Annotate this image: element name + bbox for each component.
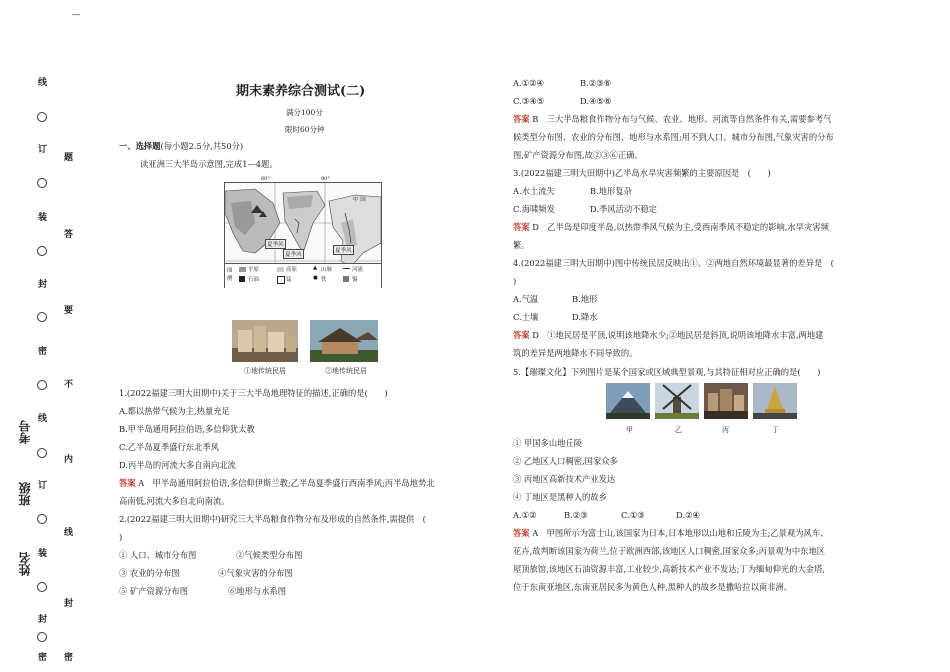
- q3-option-b: B.地形复杂: [590, 186, 632, 196]
- margin-char: 线: [38, 78, 48, 88]
- margin-char: 装: [38, 549, 48, 559]
- margin-circle: [37, 112, 47, 122]
- monsoon-label-2: 夏季风: [283, 249, 304, 259]
- landscape-photo-jia: [606, 383, 650, 419]
- landscape-photo-bing: [704, 383, 748, 419]
- top-mark: —: [72, 9, 81, 19]
- margin-circle: [37, 632, 47, 642]
- river-symbol: [343, 268, 350, 269]
- answer-text: A 甲半岛通用阿拉伯语,多信仰伊斯兰教;乙半岛夏季盛行西南季风;丙半岛地势北: [138, 478, 435, 488]
- legend-item: 河流: [352, 267, 364, 273]
- margin-char: 密: [64, 653, 74, 663]
- q2-item-6: ⑥地形与水系图: [228, 586, 287, 596]
- margin-char: 线: [38, 414, 48, 424]
- q1-option-a: A.都以热带气候为主,热量充足: [119, 406, 230, 416]
- answer-4-cont: 筑的差异是两地降水不同导致的。: [513, 348, 638, 358]
- plateau-swatch: [277, 267, 284, 272]
- answer-2-cont: 候类型分布图、农业的分布图、地形与水系图;用不到人口、城市分布图,气象灾害的分布: [513, 132, 834, 142]
- answer-tag: 答案: [513, 528, 530, 538]
- margin-char: 封: [38, 615, 48, 625]
- question-3: 3.(2022福建三明大田期中)乙半岛水旱灾害频繁的主要原因是 ( ): [513, 168, 771, 178]
- question-2: 2.(2022福建三明大田期中)研究三大半岛粮食作物分布及形成的自然条件,需提供 (: [119, 514, 426, 524]
- photo-label-bing: 丙: [722, 426, 729, 434]
- legend-item: 石油: [248, 277, 260, 283]
- q3-option-a: A.水土流失: [513, 186, 555, 196]
- margin-char: 线: [64, 528, 74, 538]
- margin-circle: [37, 312, 47, 322]
- answer-5-cont: 屋顶旅馆,该地区石油资源丰富,工业较少,高新技术产业不发达;丁为缅甸仰光的大金塔,: [513, 564, 826, 574]
- q4-option-c: C.土壤: [513, 312, 539, 322]
- landscape-photo-yi: [655, 383, 699, 419]
- q5-statement-3: ③ 丙地区高新技术产业发达: [513, 474, 616, 484]
- mountain-icon: ▲: [313, 265, 318, 271]
- full-score: 满分100分: [286, 108, 323, 117]
- q1-option-c: C.乙半岛夏季盛行东北季风: [119, 442, 219, 452]
- photo-caption-2: ②地传统民居: [325, 367, 367, 375]
- q1-option-d: D.丙半岛的河流大多自南向北流: [119, 460, 236, 470]
- answer-2: [513, 113, 831, 126]
- section-heading: [119, 140, 243, 153]
- margin-circle: [37, 178, 47, 188]
- answer-5: [513, 527, 828, 540]
- monsoon-label-3: 夏季风: [333, 245, 354, 255]
- margin-char: 封: [38, 280, 48, 290]
- class-label: 班级: [18, 482, 32, 506]
- q5-option-b: B.②③: [564, 510, 588, 520]
- answer-3: [513, 221, 829, 234]
- margin-char: 内: [64, 455, 74, 465]
- q2-option-d: D.④⑤⑥: [580, 96, 612, 106]
- oil-icon: [239, 276, 245, 282]
- q5-option-a: A.①②: [513, 510, 537, 520]
- section-title: 一、选择题: [119, 141, 161, 151]
- exam-number-label: 考号: [18, 420, 32, 444]
- answer-tag: 答案: [513, 330, 530, 340]
- margin-circle: [37, 514, 47, 524]
- map-legend: [225, 263, 381, 288]
- answer-2-cont: 图,矿产资源分布图,故②③⑥正确。: [513, 150, 643, 160]
- answer-tag: 答案: [513, 114, 530, 124]
- answer-text: A 甲图所示为富士山,该国家为日本,日本地形以山地和丘陵为主;乙景观为风车、: [532, 528, 829, 538]
- q2-item-5: ⑤ 矿产资源分布图: [119, 586, 189, 596]
- three-peninsulas-map: [224, 176, 382, 288]
- legend-item: 锡: [352, 277, 358, 283]
- legend-item: 山脉: [321, 267, 333, 273]
- answer-text: D 乙半岛是印度半岛,以热带季风气候为主,受西南季风不稳定的影响,水旱灾害频: [532, 222, 829, 232]
- margin-char: 装: [38, 213, 48, 223]
- q4-option-a: A.气温: [513, 294, 539, 304]
- question-2-cont: ): [119, 532, 123, 542]
- answer-text: B 三大半岛粮食作物分布与气候、农业、地形、河流等自然条件有关,需要参考气: [532, 114, 832, 124]
- photo-label-yi: 乙: [675, 426, 682, 434]
- question-1: 1.(2022福建三明大田期中)关于三大半岛地理特征的描述,正确的是( ): [119, 388, 388, 398]
- q5-statement-1: ① 甲国多山地丘陵: [513, 438, 583, 448]
- iron-icon: ●: [313, 275, 318, 281]
- margin-char: 不: [64, 380, 74, 390]
- margin-circle: [37, 582, 47, 592]
- plain-swatch: [239, 267, 246, 272]
- margin-circle: [37, 246, 47, 256]
- legend-item: 平原: [248, 267, 260, 273]
- china-label: 中 国: [353, 197, 366, 203]
- margin-char: 封: [64, 599, 74, 609]
- answer-tag: 答案: [119, 478, 136, 488]
- manganese-icon: [277, 276, 285, 284]
- q2-option-b: B.②③⑥: [580, 78, 612, 88]
- legend-item: 铁: [321, 277, 327, 283]
- answer-5-cont: 位于东南亚地区,东南亚居民多为黄色人种,黑种人的故乡是撒哈拉以南非洲。: [513, 582, 793, 592]
- margin-char: 题: [64, 153, 74, 163]
- question-4-cont: ): [513, 276, 517, 286]
- photo-label-ding: 丁: [772, 426, 779, 434]
- q2-option-c: C.③④⑤: [513, 96, 545, 106]
- q2-item-1: ① 人口、城市分布图: [119, 550, 197, 560]
- legend-item: 锰: [286, 277, 292, 283]
- q5-option-c: C.①③: [621, 510, 645, 520]
- dwelling-photo-2: [310, 320, 378, 362]
- q3-option-c: C.海啸频发: [513, 204, 555, 214]
- answer-text: D ①地民居是平顶,说明该地降水少;②地民居是斜顶,说明该地降水丰富,两地建: [532, 330, 824, 340]
- answer-3-cont: 繁。: [513, 240, 530, 250]
- question-4: 4.(2022福建三明大田期中)图中传统民居反映出①、②两地自然环境最显著的差异是 (: [513, 258, 834, 268]
- time-limit: 限时60分钟: [285, 125, 325, 134]
- q5-option-d: D.②④: [676, 510, 700, 520]
- margin-char: 答: [64, 230, 74, 240]
- lon-label-90: 90°: [321, 176, 330, 182]
- legend-title: 图例: [227, 268, 233, 282]
- q2-item-4: ④气象灾害的分布图: [218, 568, 293, 578]
- question-5: 5.【璀璨文化】下列图片是某个国家或区域典型景观,与其特征相对应正确的是( ): [513, 367, 821, 377]
- margin-char: 要: [64, 306, 74, 316]
- legend-item: 高原: [286, 267, 298, 273]
- margin-char: 订: [38, 481, 48, 491]
- q4-option-d: D.降水: [572, 312, 598, 322]
- photo-caption-1: ①地传统民居: [244, 367, 286, 375]
- q1-option-b: B.甲半岛通用阿拉伯语,多信仰犹太教: [119, 424, 255, 434]
- answer-tag: 答案: [513, 222, 530, 232]
- margin-char: 密: [38, 347, 48, 357]
- q5-statement-4: ④ 丁地区是黑种人的故乡: [513, 492, 607, 502]
- q5-statement-2: ② 乙地区人口稠密,国家众多: [513, 456, 618, 466]
- q2-option-a: A.①②④: [513, 78, 544, 88]
- page-title: 期末素养综合测试(二): [236, 84, 366, 99]
- margin-circle: [37, 448, 47, 458]
- section-intro: 读亚洲三大半岛示意图,完成1—4题。: [140, 159, 278, 169]
- photo-label-jia: 甲: [626, 426, 633, 434]
- margin-char: 密: [38, 653, 48, 663]
- section-note: (每小题2.5分,共50分): [160, 141, 244, 151]
- q4-option-b: B.地形: [572, 294, 598, 304]
- monsoon-label-1: 夏季风: [265, 239, 286, 249]
- answer-1: [119, 477, 435, 490]
- dwelling-photo-1: [232, 320, 298, 362]
- landscape-photo-ding: [753, 383, 797, 419]
- margin-char: 订: [38, 145, 48, 155]
- name-label: 姓名: [18, 552, 32, 576]
- q3-option-d: D.季风活动不稳定: [590, 204, 658, 214]
- answer-1-cont: 高南低,河流大多自北向南流。: [119, 496, 230, 506]
- q2-item-2: ②气候类型分布图: [236, 550, 303, 560]
- answer-4: [513, 329, 823, 342]
- margin-circle: [37, 380, 47, 390]
- lon-label-60: 60°: [261, 176, 270, 182]
- tin-icon: [343, 276, 349, 282]
- answer-5-cont: 花卉,故判断该国家为荷兰,位于欧洲西部,该地区人口稠密,国家众多;丙景观为中东地区: [513, 546, 826, 556]
- q2-item-3: ③ 农业的分布图: [119, 568, 180, 578]
